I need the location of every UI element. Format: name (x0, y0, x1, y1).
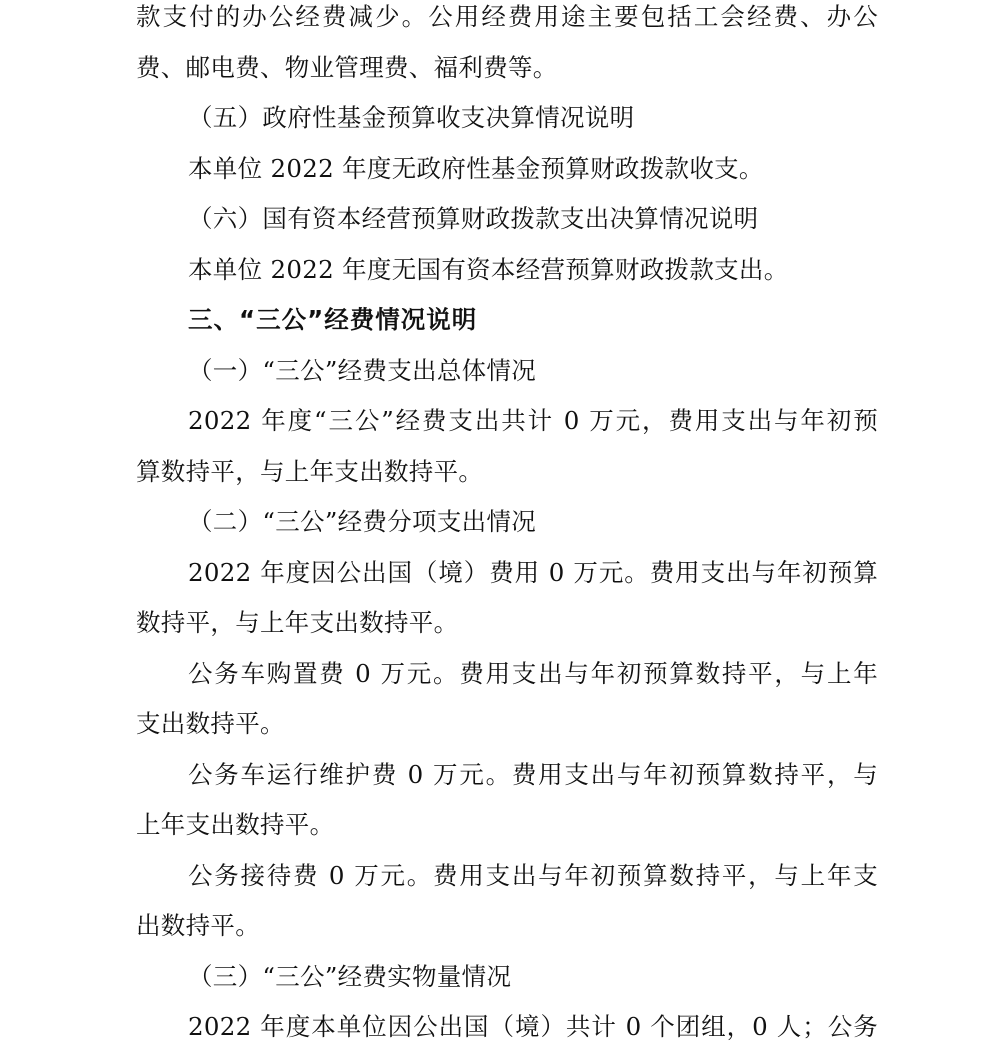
paragraph-line: 出数持平。 (136, 911, 260, 940)
paragraph-line: 上年支出数持平。 (136, 810, 335, 839)
paragraph-line: 公务车运行维护费 0 万元。费用支出与年初预算数持平，与 (188, 760, 878, 789)
paragraph-line: 2022 年度本单位因公出国（境）共计 0 个团组，0 人；公务 (188, 1012, 878, 1041)
paragraph-line: 2022 年度因公出国（境）费用 0 万元。费用支出与年初预算 (188, 558, 878, 587)
subheading-itemized: （二）“三公”经费分项支出情况 (188, 507, 537, 536)
subheading-physical-quantity: （三）“三公”经费实物量情况 (188, 962, 512, 991)
section-heading-six: （六）国有资本经营预算财政拨款支出决算情况说明 (188, 204, 759, 233)
paragraph-line: 本单位 2022 年度无政府性基金预算财政拨款收支。 (188, 154, 764, 183)
chapter-heading-three-public: 三、“三公”经费情况说明 (188, 305, 478, 334)
paragraph-line: 本单位 2022 年度无国有资本经营预算财政拨款支出。 (188, 255, 789, 284)
paragraph-line: 2022 年度“三公”经费支出共计 0 万元，费用支出与年初预 (188, 406, 878, 435)
paragraph-line: 费、邮电费、物业管理费、福利费等。 (136, 53, 558, 82)
paragraph-line: 公务车购置费 0 万元。费用支出与年初预算数持平，与上年 (188, 659, 878, 688)
paragraph-line: 公务接待费 0 万元。费用支出与年初预算数持平，与上年支 (188, 861, 878, 890)
subheading-overall: （一）“三公”经费支出总体情况 (188, 356, 537, 385)
paragraph-line: 数持平，与上年支出数持平。 (136, 608, 459, 637)
section-heading-five: （五）政府性基金预算收支决算情况说明 (188, 103, 635, 132)
paragraph-line: 款支付的办公经费减少。公用经费用途主要包括工会经费、办公 (136, 2, 878, 31)
paragraph-line: 支出数持平。 (136, 709, 285, 738)
paragraph-line: 算数持平，与上年支出数持平。 (136, 457, 484, 486)
